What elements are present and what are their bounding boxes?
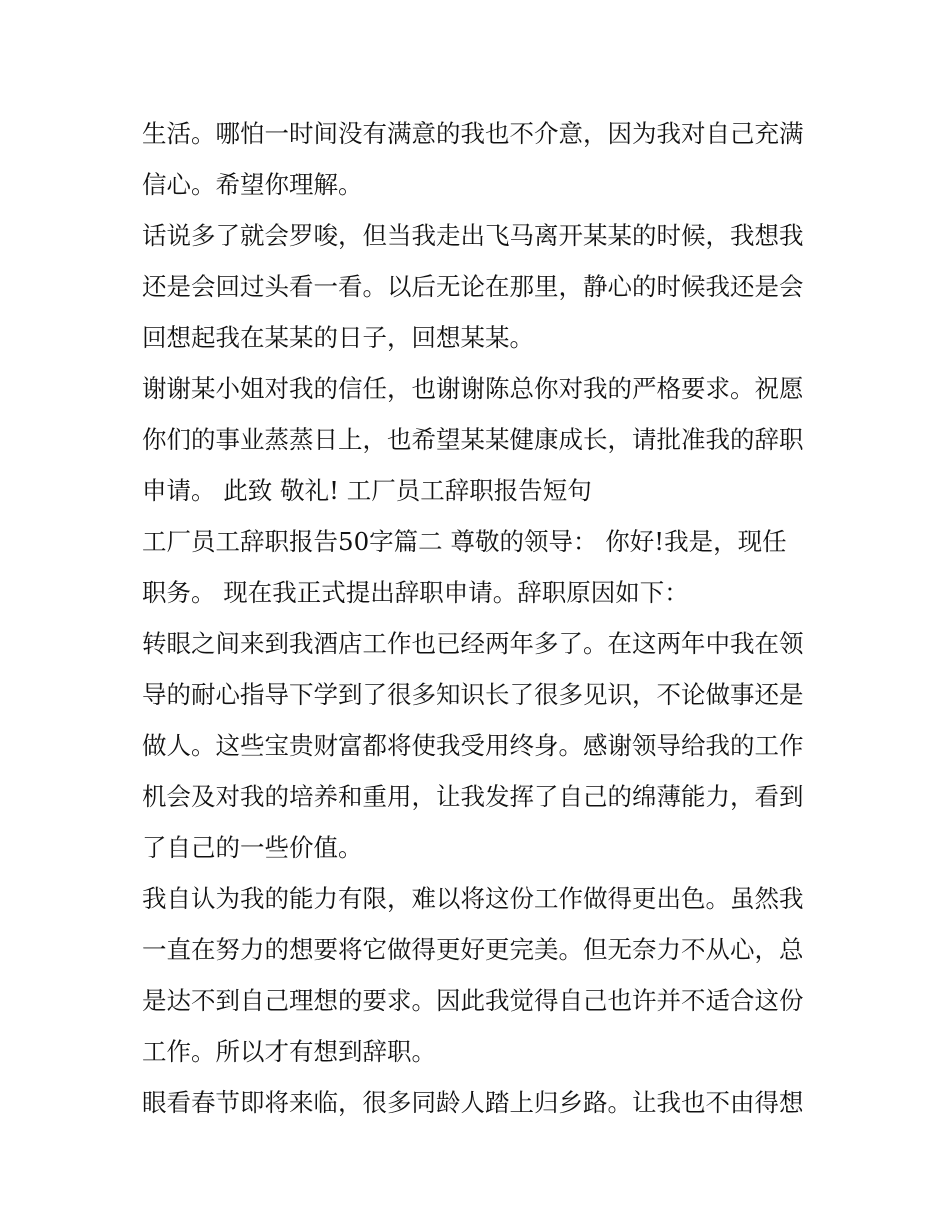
text-line: 导的耐心指导下学到了很多知识长了很多见识，不论做事还是 [142, 680, 804, 709]
text-line: 做人。这些宝贵财富都将使我受用终身。感谢领导给我的工作 [142, 731, 804, 760]
text-line: 是达不到自己理想的要求。因此我觉得自己也许并不适合这份 [142, 986, 804, 1015]
text-line: 我自认为我的能力有限，难以将这份工作做得更出色。虽然我 [142, 884, 804, 913]
text-line: 申请。 此致 敬礼! 工厂员工辞职报告短句 [142, 476, 592, 505]
text-line: 还是会回过头看一看。以后无论在那里，静心的时候我还是会 [142, 272, 804, 301]
text-line: 工厂员工辞职报告50字篇二 尊敬的领导： 你好!我是，现任 [142, 527, 787, 556]
text-line: 眼看春节即将来临，很多同龄人踏上归乡路。让我也不由得想 [142, 1088, 804, 1117]
text-line: 信心。希望你理解。 [142, 170, 363, 199]
text-line: 工作。所以才有想到辞职。 [142, 1037, 436, 1066]
text-line: 一直在努力的想要将它做得更好更完美。但无奈力不从心，总 [142, 935, 804, 964]
text-line: 机会及对我的培养和重用，让我发挥了自己的绵薄能力，看到 [142, 782, 804, 811]
document-body [142, 108, 812, 1128]
text-line: 职务。 现在我正式提出辞职申请。辞职原因如下： [142, 578, 689, 607]
text-line: 转眼之间来到我酒店工作也已经两年多了。在这两年中我在领 [142, 629, 804, 658]
text-line: 话说多了就会罗唆，但当我走出飞马离开某某的时候，我想我 [142, 221, 804, 250]
text-line: 了自己的一些价值。 [142, 833, 363, 862]
text-line: 你们的事业蒸蒸日上，也希望某某健康成长，请批准我的辞职 [142, 425, 804, 454]
text-line: 回想起我在某某的日子，回想某某。 [142, 323, 534, 352]
text-line: 谢谢某小姐对我的信任，也谢谢陈总你对我的严格要求。祝愿 [142, 374, 804, 403]
text-line: 生活。哪怕一时间没有满意的我也不介意，因为我对自己充满 [142, 119, 804, 148]
